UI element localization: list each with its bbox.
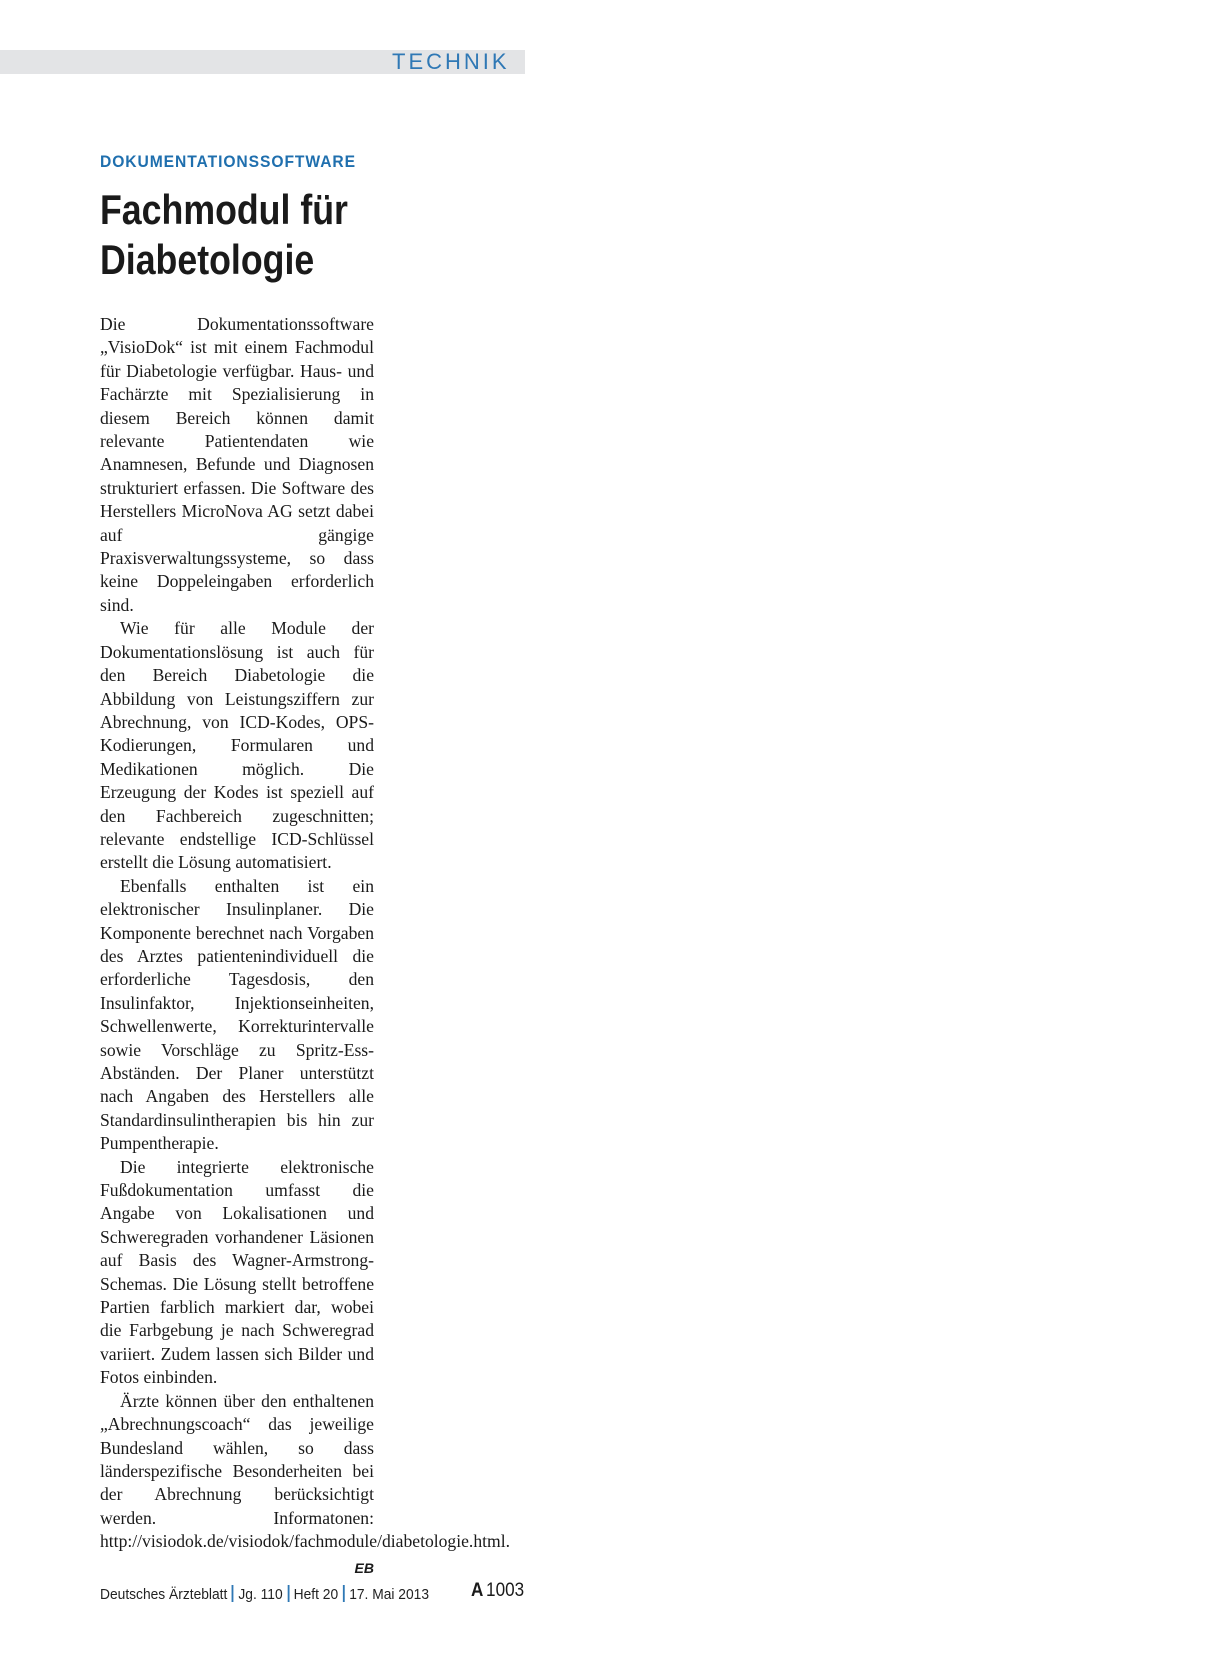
article-paragraph-5-text: Ärzte können über den enthaltenen „Abrechnungscoach“ das jeweilige Bundesland wählen, so dass länderspezifische Besonderheiten bei der Abrechnung berücksichtigt werden. Informatonen: http://visiodok.de/visiodok/fachmodule/diabetologie.html. xyxy=(100,1390,510,1552)
page-number-value: 1003 xyxy=(486,1580,525,1601)
article-title-line-1: Fachmodul für xyxy=(100,186,348,233)
article-kicker: DOKUMENTATIONSSOFTWARE xyxy=(100,152,356,171)
footer-volume: Jg. 110 xyxy=(238,1586,283,1603)
page-prefix: A xyxy=(471,1580,484,1601)
article-title xyxy=(100,185,381,285)
article-body xyxy=(100,313,510,1580)
article-paragraph-4: Die integrierte elektronische Fußdokumentation umfasst die Angabe von Lokalisationen und Schweregraden vorhandener Läsionen auf Basis des Wagner-Armstrong-Schemas. Die Lösung stellt betroffene Partien farblich markiert dar, wobei die Farbgebung je nach Schweregrad variiert. Zudem lassen sich Bilder und Fotos einbinden. xyxy=(100,1156,374,1388)
article-paragraph-2: Wie für alle Module der Dokumentationslösung ist auch für den Bereich Diabetologie die Abbildung von Leistungsziffern zur Abrechnung, von ICD-Kodes, OPS-Kodierungen, Formularen und Medikationen möglich. Die Erzeugung der Kodes ist speziell auf den Fachbereich zugeschnitten; relevante endstellige ICD-Schlüssel erstellt die Lösung automatisiert. xyxy=(100,618,374,873)
page-footer xyxy=(100,1585,429,1603)
footer-issue: Heft 20 xyxy=(293,1586,339,1603)
footer-date: 17. Mai 2013 xyxy=(349,1586,430,1603)
footer-separator xyxy=(287,1585,289,1602)
footer-separator xyxy=(232,1585,234,1602)
article-title-line-2: Diabetologie xyxy=(100,236,315,283)
footer-separator xyxy=(343,1585,345,1602)
section-label: TECHNIK xyxy=(392,49,510,74)
footer-journal: Deutsches Ärzteblatt xyxy=(100,1586,228,1603)
author-initials: EB xyxy=(354,1559,374,1576)
page-number xyxy=(471,1580,524,1602)
article-paragraph-3: Ebenfalls enthalten ist ein elektronischer Insulinplaner. Die Komponente berechnet nach Vorgaben des Arztes patientenindividuell die erforderliche Tagesdosis, den Insulinfaktor, Injektionseinheiten, Schwellenwerte, Korrekturintervalle sowie Vorschläge zu Spritz-Ess-Abständen. Der Planer unterstützt nach Angaben des Herstellers alle Standardinsulintherapien bis hin zur Pumpentherapie. xyxy=(100,875,374,1154)
article-paragraph-5 xyxy=(100,1390,510,1576)
article-paragraph-1: Die Dokumentationssoftware „VisioDok“ ist mit einem Fachmodul für Diabetologie verfügbar. Haus- und Fachärzte mit Spezialisierung in diesem Bereich können damit relevante Patientendaten wie Anamnesen, Befunde und Diagnosen strukturiert erfassen. Die Software des Herstellers MicroNova AG setzt dabei auf gängige Praxisverwaltungssysteme, so dass keine Doppeleingaben erforderlich sind. xyxy=(100,314,374,615)
